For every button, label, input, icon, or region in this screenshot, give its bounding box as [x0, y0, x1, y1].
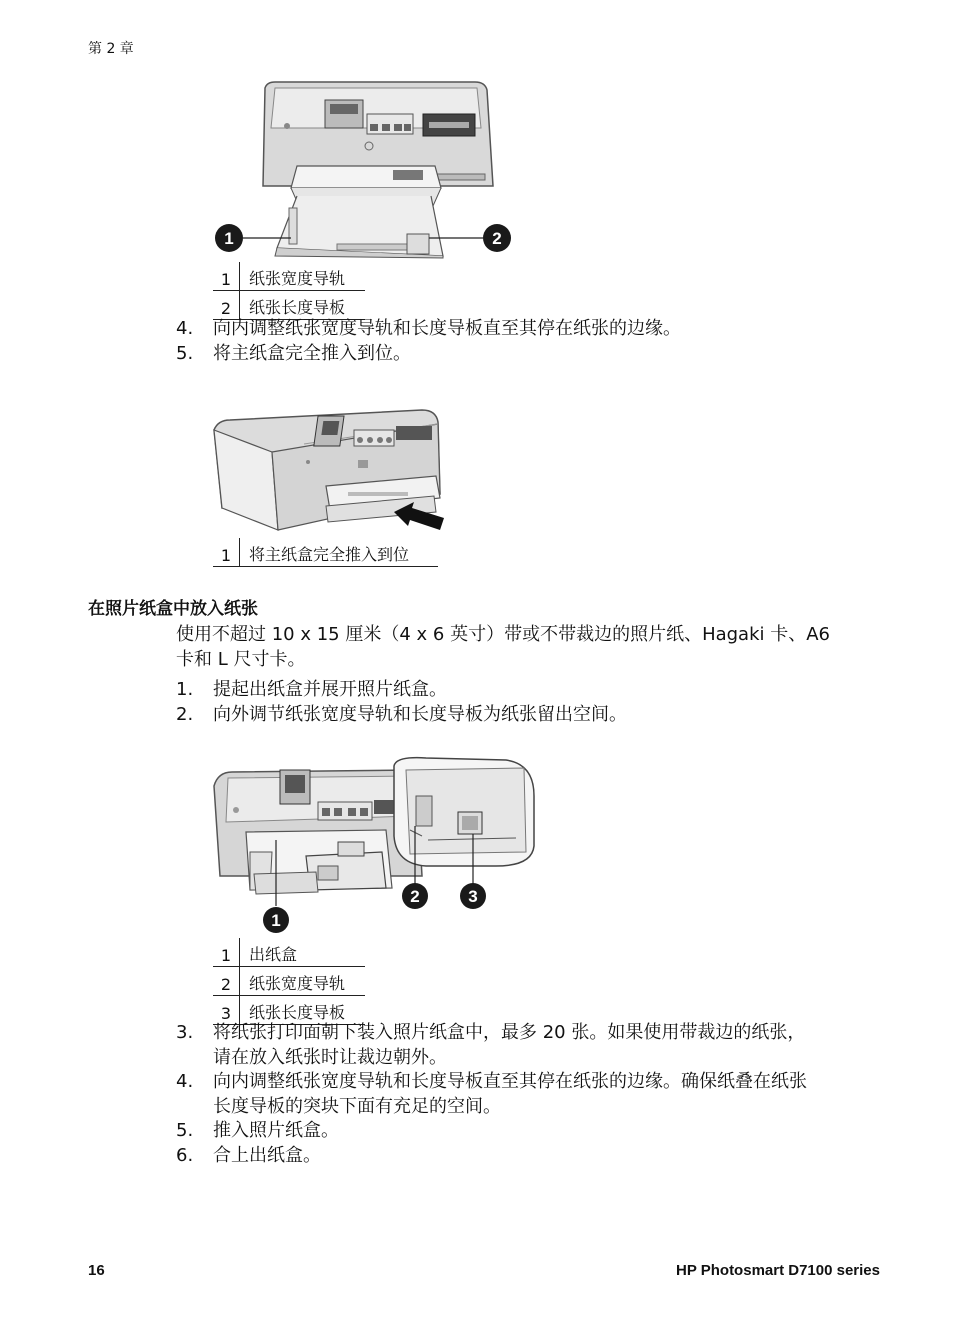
step-text: 将纸张打印面朝下装入照片纸盒中，最多 20 张。如果使用带裁边的纸张， [213, 1022, 806, 1043]
intro-line: 使用不超过 10 x 15 厘米（4 x 6 英寸）带或不带裁边的照片纸、Hagaki 卡、A6 [176, 624, 831, 645]
step-number: 3. [176, 1022, 194, 1043]
figure-printer-tray-guides [205, 78, 525, 263]
callout-number: 2 [410, 887, 420, 906]
legend-row [213, 538, 438, 567]
legend-text: 纸张长度导板 [240, 291, 366, 320]
section-heading: 在照片纸盒中放入纸张 [88, 599, 258, 619]
legend-text: 将主纸盒完全推入到位 [240, 538, 439, 567]
intro-line: 卡和 L 尺寸卡。 [176, 649, 306, 670]
step-text: 向外调节纸张宽度导轨和长度导板为纸张留出空间。 [213, 704, 627, 725]
step-text-continued: 请在放入纸张时让裁边朝外。 [213, 1047, 447, 1068]
callout-number: 1 [271, 911, 281, 930]
legend-row [213, 262, 365, 291]
step-number: 4. [176, 1071, 194, 1092]
step-text: 提起出纸盒并展开照片纸盒。 [213, 679, 447, 700]
step-number: 1. [176, 679, 194, 700]
legend-text: 出纸盒 [240, 938, 366, 967]
step-number: 4. [176, 318, 194, 339]
callout-number: 3 [468, 887, 478, 906]
legend-text: 纸张长度导板 [240, 996, 366, 1025]
step-text: 推入照片纸盒。 [213, 1120, 339, 1141]
legend-number: 2 [213, 291, 240, 320]
legend-number: 2 [213, 967, 240, 996]
figure3-legend [213, 938, 365, 1025]
step-text: 向内调整纸张宽度导轨和长度导板直至其停在纸张的边缘。 [213, 318, 681, 339]
legend-row [213, 967, 365, 996]
legend-number: 3 [213, 996, 240, 1025]
step-text: 向内调整纸张宽度导轨和长度导板直至其停在纸张的边缘。确保纸叠在纸张 [213, 1071, 807, 1092]
legend-number: 1 [213, 262, 240, 291]
callout-number: 2 [492, 229, 502, 248]
legend-number: 1 [213, 938, 240, 967]
callout-number: 1 [224, 229, 234, 248]
step-text-continued: 长度导板的突块下面有充足的空间。 [213, 1096, 501, 1117]
step-number: 5. [176, 343, 194, 364]
figure2-legend [213, 538, 438, 567]
legend-text: 纸张宽度导轨 [240, 967, 366, 996]
step-number: 5. [176, 1120, 194, 1141]
step-text: 将主纸盒完全推入到位。 [213, 343, 411, 364]
legend-number: 1 [213, 538, 240, 567]
step-number: 2. [176, 704, 194, 725]
figure-photo-tray [206, 756, 540, 940]
section-intro [176, 622, 896, 672]
page-number: 16 [88, 1262, 105, 1279]
legend-text: 纸张宽度导轨 [240, 262, 366, 291]
chapter-label: 第 2 章 [88, 41, 134, 57]
legend-row [213, 938, 365, 967]
figure1-legend [213, 262, 365, 320]
product-name: HP Photosmart D7100 series [676, 1262, 880, 1279]
step-text: 合上出纸盒。 [213, 1145, 321, 1166]
step-number: 6. [176, 1145, 194, 1166]
figure-push-main-tray [208, 402, 448, 540]
